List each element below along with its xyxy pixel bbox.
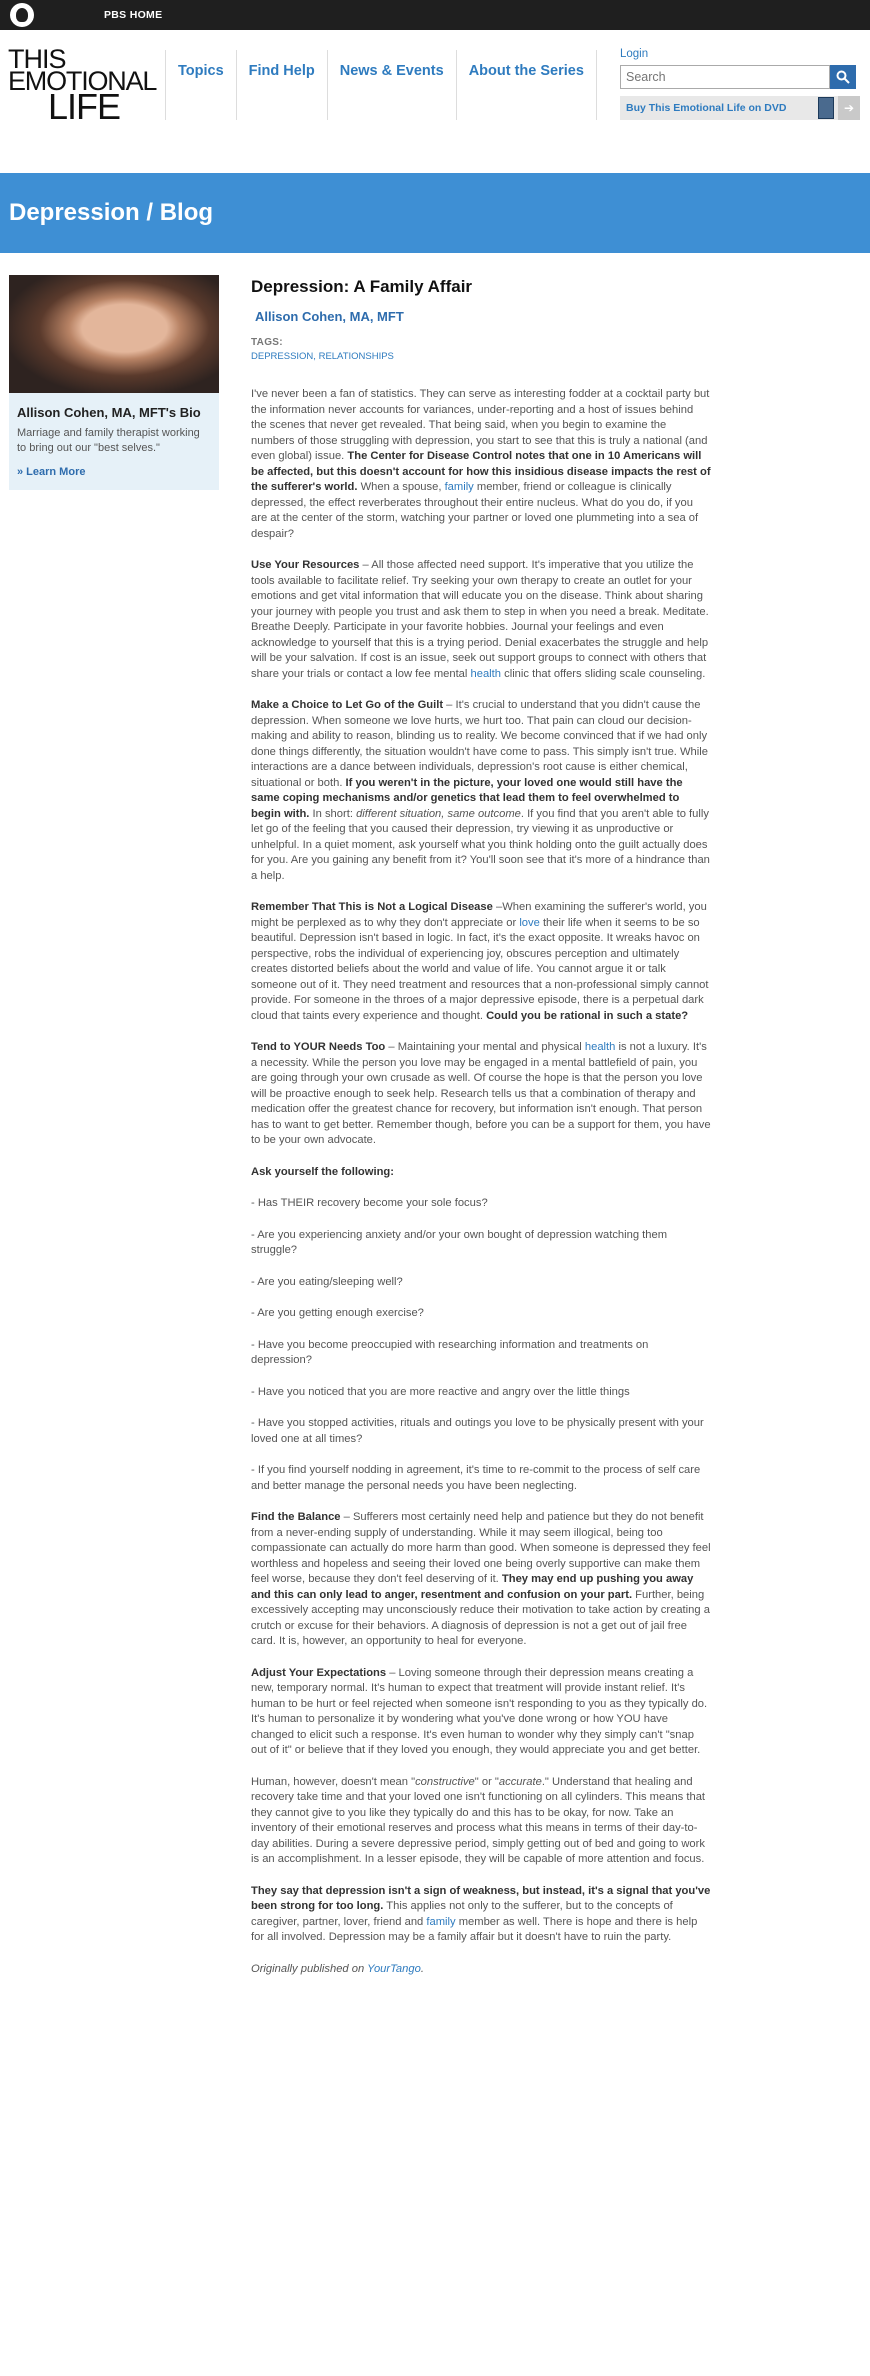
article-author-link[interactable]: Allison Cohen, MA, MFT: [255, 309, 404, 324]
question-item: - Have you become preoccupied with researching information and treatments on depression?: [251, 1338, 649, 1366]
paragraph-guilt: [251, 698, 711, 884]
bold-text: They may end up pushing you away and this can only lead to anger, resentment and confusion on your part.: [251, 1573, 694, 1601]
dvd-cover-icon: [818, 97, 834, 119]
text: member as well. There is hope and there is help for all involved. Depression may be a family affair but it doesn't have to ruin the party.: [251, 1915, 698, 1943]
health-link[interactable]: health: [470, 667, 501, 680]
logo-line-1: THIS: [8, 44, 66, 75]
section-banner: [0, 173, 870, 253]
question-item: - Have you stopped activities, rituals and outings you love to be physically present with your loved one at all times?: [251, 1417, 704, 1445]
bio-text: Marriage and family therapist working to bring out our "best selves.": [17, 427, 200, 454]
paragraph-expectations: [251, 1666, 711, 1759]
text: –When examining the sufferer's world, you might be perplexed as to why they don't appreciate or: [251, 901, 707, 929]
section-heading: Make a Choice to Let Go of the Guilt: [251, 699, 444, 711]
buy-dvd-banner[interactable]: [620, 96, 860, 120]
italic-text: different situation, same outcome: [356, 807, 521, 820]
text: When a spouse,: [357, 481, 445, 493]
search-bar: [620, 65, 860, 89]
article-title: Depression: A Family Affair: [251, 277, 473, 296]
ask-heading: [251, 1165, 711, 1181]
bold-text: They say that depression isn't a sign of weakness, but instead, it's a signal that you've been strong for too long.: [251, 1884, 711, 1912]
page-content: [0, 253, 870, 1993]
tag-relationships[interactable]: RELATIONSHIPS: [318, 351, 394, 362]
tags-label: TAGS:: [251, 337, 283, 348]
text: This applies not only to the sufferer, but to the concepts of caregiver, partner, lover, friend and: [251, 1900, 673, 1928]
search-icon: [836, 70, 850, 84]
text: – Loving someone through their depression means creating a new, temporary normal. It's human to expect that treatment will provide instant relief. It's human to be hurt or feel rejected when someone isn't responding to you as they typically do. It's human to personalize it by wondering what you've done wrong or how YOU have changed to elicit such a response. It's even human to wonder why they simply can't "snap out of it" or believe that if they loved you enough, they would appreciate you and get better.: [251, 1666, 708, 1756]
italic-text: accurate: [498, 1775, 542, 1788]
pbs-home-link[interactable]: PBS HOME: [104, 9, 163, 21]
tag-depression[interactable]: DEPRESSION: [251, 351, 314, 362]
bio-box: [9, 393, 219, 490]
paragraph-logic: [251, 900, 711, 1024]
main-nav: [165, 50, 597, 120]
text: " or ": [474, 1775, 499, 1788]
text: their life when it seems to be so beautiful. Depression isn't based in logic. In fact, it's the exact opposite. It wreaks havoc on perspective, robs the individual of experiencing joy, obscures perception and ultimately creates distorted beliefs about the world and value of life. You cannot argue it or talk someone out of it. They need treatment and resources that a non-professional simply cannot provide. For someone in the throes of a major depressive episode, there is a perpetual dark cloud that taints every experience and thought.: [251, 916, 709, 1022]
paragraph-human: [251, 1775, 711, 1868]
question-item: - Are you getting enough exercise?: [251, 1307, 424, 1319]
yourtango-link[interactable]: YourTango: [367, 1962, 421, 1975]
paragraph-intro: [251, 387, 711, 542]
question-item: - Are you eating/sleeping well?: [251, 1275, 403, 1288]
question-item: - Has THEIR recovery become your sole focus?: [251, 1197, 488, 1209]
blog-article: [251, 275, 711, 1993]
paragraph-resources: [251, 558, 711, 682]
question-item: - Have you noticed that you are more reactive and angry over the little things: [251, 1385, 630, 1398]
bold-text: Could you be rational in such a state?: [486, 1009, 689, 1022]
family-link[interactable]: family: [444, 481, 474, 493]
paragraph-balance: [251, 1510, 711, 1650]
top-bar: [0, 0, 870, 30]
learn-more-link[interactable]: » Learn More: [17, 465, 86, 478]
question-item: - Are you experiencing anxiety and/or your own bought of depression watching them struggle?: [251, 1228, 668, 1256]
text: – All those affected need support. It's imperative that you utilize the tools available to facilitate relief. Try seeking your own therapy to create an outlet for your emotions and get vital information that will educate you on the disease. Think about sharing your journey with people you trust and ask them to step in when you need a break. Meditate. Breathe Deeply. Participate in your favorite hobbies. Journal your feelings and even acknowledge to yourself that this is a trying period. Denial exacerbates the struggle and help will be your salvation. If cost is an issue, seek out support groups to connect with others that share your trials or contact a low fee mental: [251, 559, 709, 680]
section-heading: Find the Balance: [251, 1511, 341, 1523]
section-title: Depression / Blog: [9, 199, 214, 226]
text: – It's crucial to understand that you didn't cause the depression. When someone we love hurts, we hurt too. That pain can cloud our decision-making and ability to reason, blinding us to reality. We become convinced that if we had only done things differently, the situation wouldn't have come to pass. This simply isn't true. While interactions are a dance between individuals, depression's root cause is either chemical, situational or both.: [251, 699, 708, 789]
text: member, friend or colleague is clinically depressed, the effect reverberates throughout their entire nucleus. What do you do, if you are at the center of the storm, watching your partner or loved one plummeting into a sea of despair?: [251, 481, 699, 540]
text: Human, however, doesn't mean ": [251, 1775, 416, 1788]
text: ." Understand that healing and recovery take time and that your loved one isn't functioning on all cylinders. This means that they cannot give to you like they typically do and this has to be okay, for now. Take an inventory of their emotional reserves and process what this means in terms of their day-to-day abilities. During a severe depressive period, simply getting out of bed and going to work is an accomplishment. In a lesser episode, they will be capable of more attention and focus.: [251, 1775, 706, 1865]
article-footer: [251, 1962, 711, 1978]
text: Originally published on: [251, 1962, 368, 1975]
header-tools: [620, 48, 860, 120]
bold-text: The Center for Disease Control notes that one in 10 Americans will be affected, but this doesn't account for how this insidious disease impacts the rest of the sufferer's world.: [251, 450, 711, 493]
section-heading: Tend to YOUR Needs Too: [251, 1041, 386, 1053]
text: – Sufferers most certainly need help and patience but they do not benefit from a never-ending supply of understanding. While it may seem illogical, being too compassionate can actually do more harm than good. When someone is depressed they feel worthless and hopeless and seeing their loved one being overly supportive can make them feel worse, because they don't feel deserving of it.: [251, 1511, 711, 1585]
text: – Maintaining your mental and physical: [385, 1041, 585, 1053]
paragraph-needs: [251, 1040, 711, 1149]
question-item: - If you find yourself nodding in agreement, it's time to re-commit to the process of self care and better manage the personal needs you have been neglecting.: [251, 1464, 701, 1492]
article-body: [251, 387, 711, 1977]
author-photo: [9, 275, 219, 393]
text: clinic that offers sliding scale counseling.: [501, 667, 706, 680]
section-heading: Use Your Resources: [251, 559, 360, 571]
author-sidebar: [9, 275, 219, 1993]
bio-title: Allison Cohen, MA, MFT's Bio: [17, 405, 201, 420]
italic-text: constructive: [415, 1775, 475, 1788]
text: In short:: [309, 807, 357, 820]
buy-dvd-label: Buy This Emotional Life on DVD: [626, 102, 787, 114]
arrow-right-icon[interactable]: ➔: [838, 96, 860, 120]
nav-topics[interactable]: Topics: [165, 50, 236, 120]
section-heading: Remember That This is Not a Logical Disease: [251, 901, 493, 913]
nav-news-events[interactable]: News & Events: [327, 50, 456, 120]
search-button[interactable]: [830, 65, 856, 89]
love-link[interactable]: love: [519, 916, 540, 929]
text: Further, being excessively accepting may unconsciously reduce their motivation to take action by creating a crutch or excuse for their behaviors. A diagnosis of depression is not a get out of jail free card. It is, however, an opportunity to heal for everyone.: [251, 1588, 710, 1647]
logo-line-3: LIFE: [48, 86, 121, 128]
pbs-logo-icon[interactable]: [10, 3, 34, 27]
search-input[interactable]: [620, 65, 830, 89]
site-header: [0, 30, 870, 140]
login-link[interactable]: Login: [620, 48, 649, 60]
nav-find-help[interactable]: Find Help: [236, 50, 327, 120]
health-link[interactable]: health: [584, 1041, 616, 1053]
tag-list: DEPRESSION, RELATIONSHIPS: [251, 351, 394, 362]
text: .: [420, 1962, 424, 1975]
family-link[interactable]: family: [426, 1915, 456, 1928]
text: . If you find that you aren't able to fully let go of the feeling that you caused their depression, try viewing it as unproductive or unhelpful. In a quiet moment, ask yourself what you think holding onto the guilt actually does for you. Are you gaining any benefit from it? You'll soon see that it's more of a hindrance than a help.: [251, 807, 710, 882]
logo-line-2: EMOTIONAL: [8, 66, 157, 97]
text: I've never been a fan of statistics. They can serve as interesting fodder at a cocktail party but the information never accounts for variances, under-reporting and a host of issues behind the scenes that never get revealed. That being said, when you begin to examine the numbers of those struggling with depression, you start to see that this is truly a national (and even global) issue.: [251, 388, 710, 462]
bold-text: If you weren't in the picture, your loved one would still have the same coping mechanisms and/or genetics that lead them to feel overwhelmed to begin with.: [251, 776, 683, 820]
nav-about-series[interactable]: About the Series: [456, 50, 597, 120]
paragraph-closing: [251, 1884, 711, 1946]
site-logo[interactable]: [0, 44, 165, 128]
section-heading: Adjust Your Expectations: [251, 1666, 387, 1679]
text: is not a luxury. It's a necessity. While the person you love may be engaged in a mental battlefield of pain, you are going through your own crusade as well. Of course the hope is that the person you love will be proactive enough to seek help. Research tells us that a combination of therapy and medication offer the greatest chance for recovery, but information isn't enough. That person has to want to get better. Remember though, before you can be a support for them, you have to be your own advocate.: [251, 1041, 711, 1146]
section-heading: Ask yourself the following:: [251, 1165, 394, 1178]
